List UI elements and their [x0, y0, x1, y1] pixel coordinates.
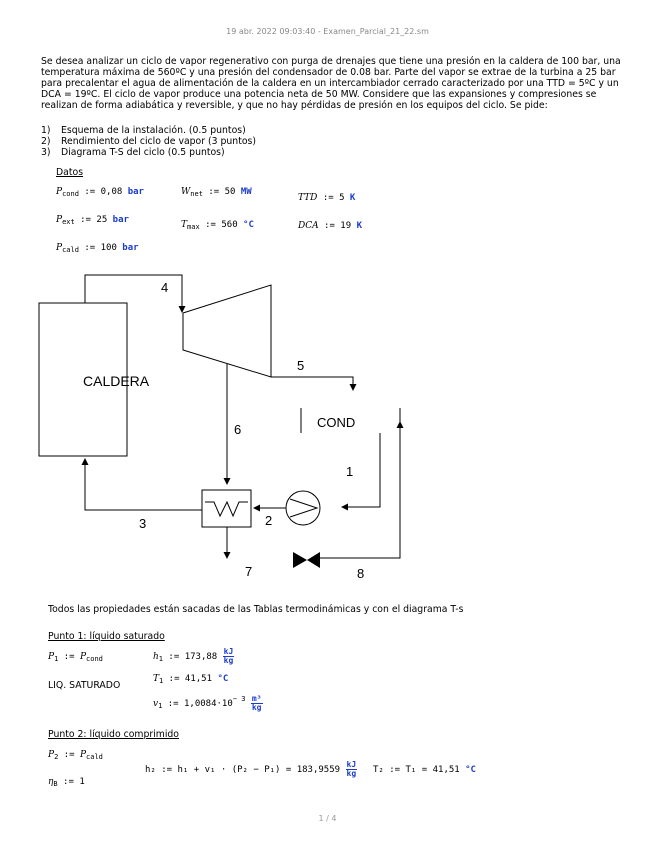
- line-3: [85, 459, 202, 510]
- question-item: 3) Diagrama T-S del ciclo (0.5 puntos): [41, 147, 225, 158]
- pump-triangle: [290, 499, 317, 517]
- page-number: 1 / 4: [318, 814, 337, 823]
- pump: [286, 491, 320, 525]
- properties-note: Todos las propiedades están sacadas de las Tablas termodinámicas y con el diagrama T-s: [48, 604, 464, 615]
- punto2-temperature: T₂ := T₁ = 41,51 °C: [373, 765, 476, 775]
- datos-heading: Datos: [56, 167, 84, 178]
- eq-t-max: $T_{max}$ := 560 °C: [181, 220, 254, 231]
- point-label-4: 4: [161, 280, 169, 295]
- point-label-1: 1: [346, 464, 354, 479]
- eq-ttd: TTD := 5 K: [298, 193, 356, 203]
- eq-w-net: $W_{net}$ := 50 MW: [181, 187, 252, 198]
- line-5: [271, 377, 353, 390]
- point-label-8: 8: [357, 566, 365, 581]
- point-label-3: 3: [139, 516, 147, 531]
- eq-p-ext: $P_{ext}$ := 25 bar: [56, 215, 129, 226]
- punto1-heading: Punto 1: líquido saturado: [48, 631, 165, 642]
- eq-dca: DCA := 19 K: [298, 221, 362, 231]
- document-header: 19 abr. 2022 09:03:40 - Examen_Parcial_21_22.sm: [226, 27, 429, 36]
- punto1-temperature: $T_1$ := 41,51 °C: [153, 674, 229, 685]
- exchanger: [202, 490, 251, 527]
- punto1-pressure: $P_1$ := $P_{cond}$: [48, 652, 103, 663]
- punto1-enthalpy: $h_1$ := 173,88 $\frac{kJ}{kg}$: [153, 647, 234, 665]
- question-item: 1) Esquema de la instalación. (0.5 puntos): [41, 125, 246, 136]
- eq-p-cond: $P_{cond}$ := 0,08 bar: [56, 187, 144, 198]
- exchanger-coil: [205, 502, 248, 516]
- question-item: 2) Rendimiento del ciclo de vapor (3 puntos): [41, 136, 256, 147]
- punto2-enthalpy: h₂ := h₁ + v₁ · (P₂ − P₁) = 183,9559 $\frac{kJ}{kg}$: [145, 760, 357, 778]
- point-label-5: 5: [297, 358, 305, 373]
- punto1-state: LIQ. SATURADO: [48, 680, 121, 691]
- valve: [293, 552, 320, 568]
- problem-statement: Se desea analizar un ciclo de vapor regenerativo con purga de drenajes que tiene una presión en la caldera de 100 bar, una temperatura máxima de 560ºC y una presión del condensador de 0.08 bar. Parte del vapor se extrae de la turbina a 25 bar para precalentar el agua de alimentación de la caldera en un intercambiador cerrado caracterizado por una TTD = 5ºC y un DCA = 19ºC. El ciclo de vapor produce una potencia neta de 50 MW. Considere que las expansiones y compresiones se realizan de forma adiabática y reversible, y que no hay pérdidas de presión en los equipos del ciclo. Se pide:: [41, 56, 621, 111]
- punto1-specific-volume: $v_1$ := $1,0084\cdot 10^{- 3}$ $\frac{\text{m³}}{kg}$: [153, 694, 262, 712]
- cond-label: COND: [317, 415, 356, 430]
- point-label-2: 2: [265, 513, 273, 528]
- eq-p-cald: $P_{cald}$ := 100 bar: [56, 243, 139, 254]
- turbine: [183, 285, 271, 377]
- caldera-label: CALDERA: [83, 373, 150, 389]
- punto2-heading: Punto 2: líquido comprimido: [48, 729, 179, 740]
- line-8: [320, 422, 400, 558]
- point-label-6: 6: [234, 422, 242, 437]
- punto2-pump-efficiency: $\eta_B$ := 1: [48, 777, 85, 788]
- point-label-7: 7: [245, 564, 253, 579]
- punto2-pressure: $P_2$ := $P_{cald}$: [48, 750, 103, 761]
